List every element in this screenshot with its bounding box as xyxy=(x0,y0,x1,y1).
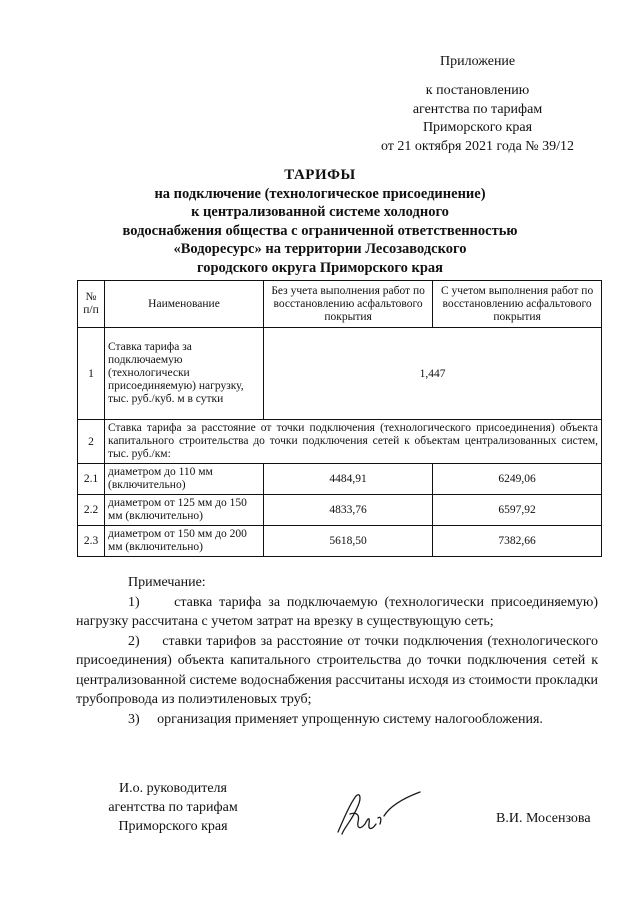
appendix-line: от 21 октября 2021 года № 39/12 xyxy=(380,138,575,154)
handwritten-signature xyxy=(330,788,430,843)
header-with-asphalt: С учетом выполнения работ по восстановлению асфальтового покрытия xyxy=(433,281,602,328)
appendix-reference xyxy=(360,82,595,156)
signer-line: агентства по тарифам xyxy=(108,800,238,815)
row-value-with-asphalt: 7382,66 xyxy=(433,526,602,557)
row-name: диаметром до 110 мм (включительно) xyxy=(105,464,264,495)
row-number: 1 xyxy=(78,328,105,420)
table-row xyxy=(78,328,602,420)
table-row xyxy=(78,420,602,464)
row-value-with-asphalt: 6249,06 xyxy=(433,464,602,495)
header-number: № п/п xyxy=(78,281,105,328)
signer-position xyxy=(88,779,258,836)
appendix-line: Приморского края xyxy=(422,120,533,135)
row-number: 2.2 xyxy=(78,495,105,526)
header-name: Наименование xyxy=(105,281,264,328)
row-name: диаметром от 150 мм до 200 мм (включительно) xyxy=(105,526,264,557)
title-main: ТАРИФЫ xyxy=(284,167,356,183)
notes-heading: Примечание: xyxy=(128,575,206,590)
appendix-line: к постановлению xyxy=(425,83,530,98)
signer-name: В.И. Мосензова xyxy=(496,811,591,826)
document-title xyxy=(60,166,580,277)
header-without-asphalt: Без учета выполнения работ по восстановлению асфальтового покрытия xyxy=(264,281,433,328)
row-value-without-asphalt: 5618,50 xyxy=(264,526,433,557)
table-row xyxy=(78,526,602,557)
row-number: 2.3 xyxy=(78,526,105,557)
notes-section xyxy=(76,573,602,729)
title-line: к централизованной системе холодного xyxy=(191,204,449,220)
row-name: Ставка тарифа за подключаемую (технологически присоединяемую) нагрузку, тыс. руб./куб. м в сутки xyxy=(105,328,264,420)
row-value: 1,447 xyxy=(264,328,602,420)
note-item: 2) ставки тарифов за расстояние от точки подключения (технологического присоединения) объекта капитального строительства до точки подключения сетей к централизованной системе водоснабжения рассчитаны исходя из стоимости прокладки трубопровода из полиэтиленовых труб; xyxy=(76,633,602,707)
note-item: 3) организация применяет упрощенную систему налогообложения. xyxy=(128,711,543,727)
table-header-row xyxy=(78,281,602,328)
title-line: городского округа Приморского края xyxy=(197,259,443,276)
row-number: 2 xyxy=(78,420,105,464)
row-value-with-asphalt: 6597,92 xyxy=(433,495,602,526)
title-line: «Водоресурс» на территории Лесозаводского xyxy=(173,241,467,257)
title-line: водоснабжения общества с ограниченной ответственностью xyxy=(122,222,518,239)
appendix-line: агентства по тарифам xyxy=(412,101,543,117)
row-value-without-asphalt: 4833,76 xyxy=(264,495,433,526)
signer-line: Приморского края xyxy=(118,819,228,834)
row-name: Ставка тарифа за расстояние от точки подключения (технологического присоединения) объекта капитального строительства до точки подключения сетей к объектам централизованных систем, тыс. руб./км: xyxy=(105,420,602,464)
table-row xyxy=(78,464,602,495)
note-item: 1) ставка тарифа за подключаемую (технологически присоединяемую) нагрузку рассчитана с учетом затрат на врезку в существующую сеть; xyxy=(76,594,602,629)
signer-line: И.о. руководителя xyxy=(118,781,227,796)
row-number: 2.1 xyxy=(78,464,105,495)
table-row xyxy=(78,495,602,526)
title-line: на подключение (технологическое присоединение) xyxy=(154,185,486,202)
row-name: диаметром от 125 мм до 150 мм (включительно) xyxy=(105,495,264,526)
appendix-heading: Приложение xyxy=(440,54,516,69)
row-value-without-asphalt: 4484,91 xyxy=(264,464,433,495)
tariff-table xyxy=(77,280,602,557)
